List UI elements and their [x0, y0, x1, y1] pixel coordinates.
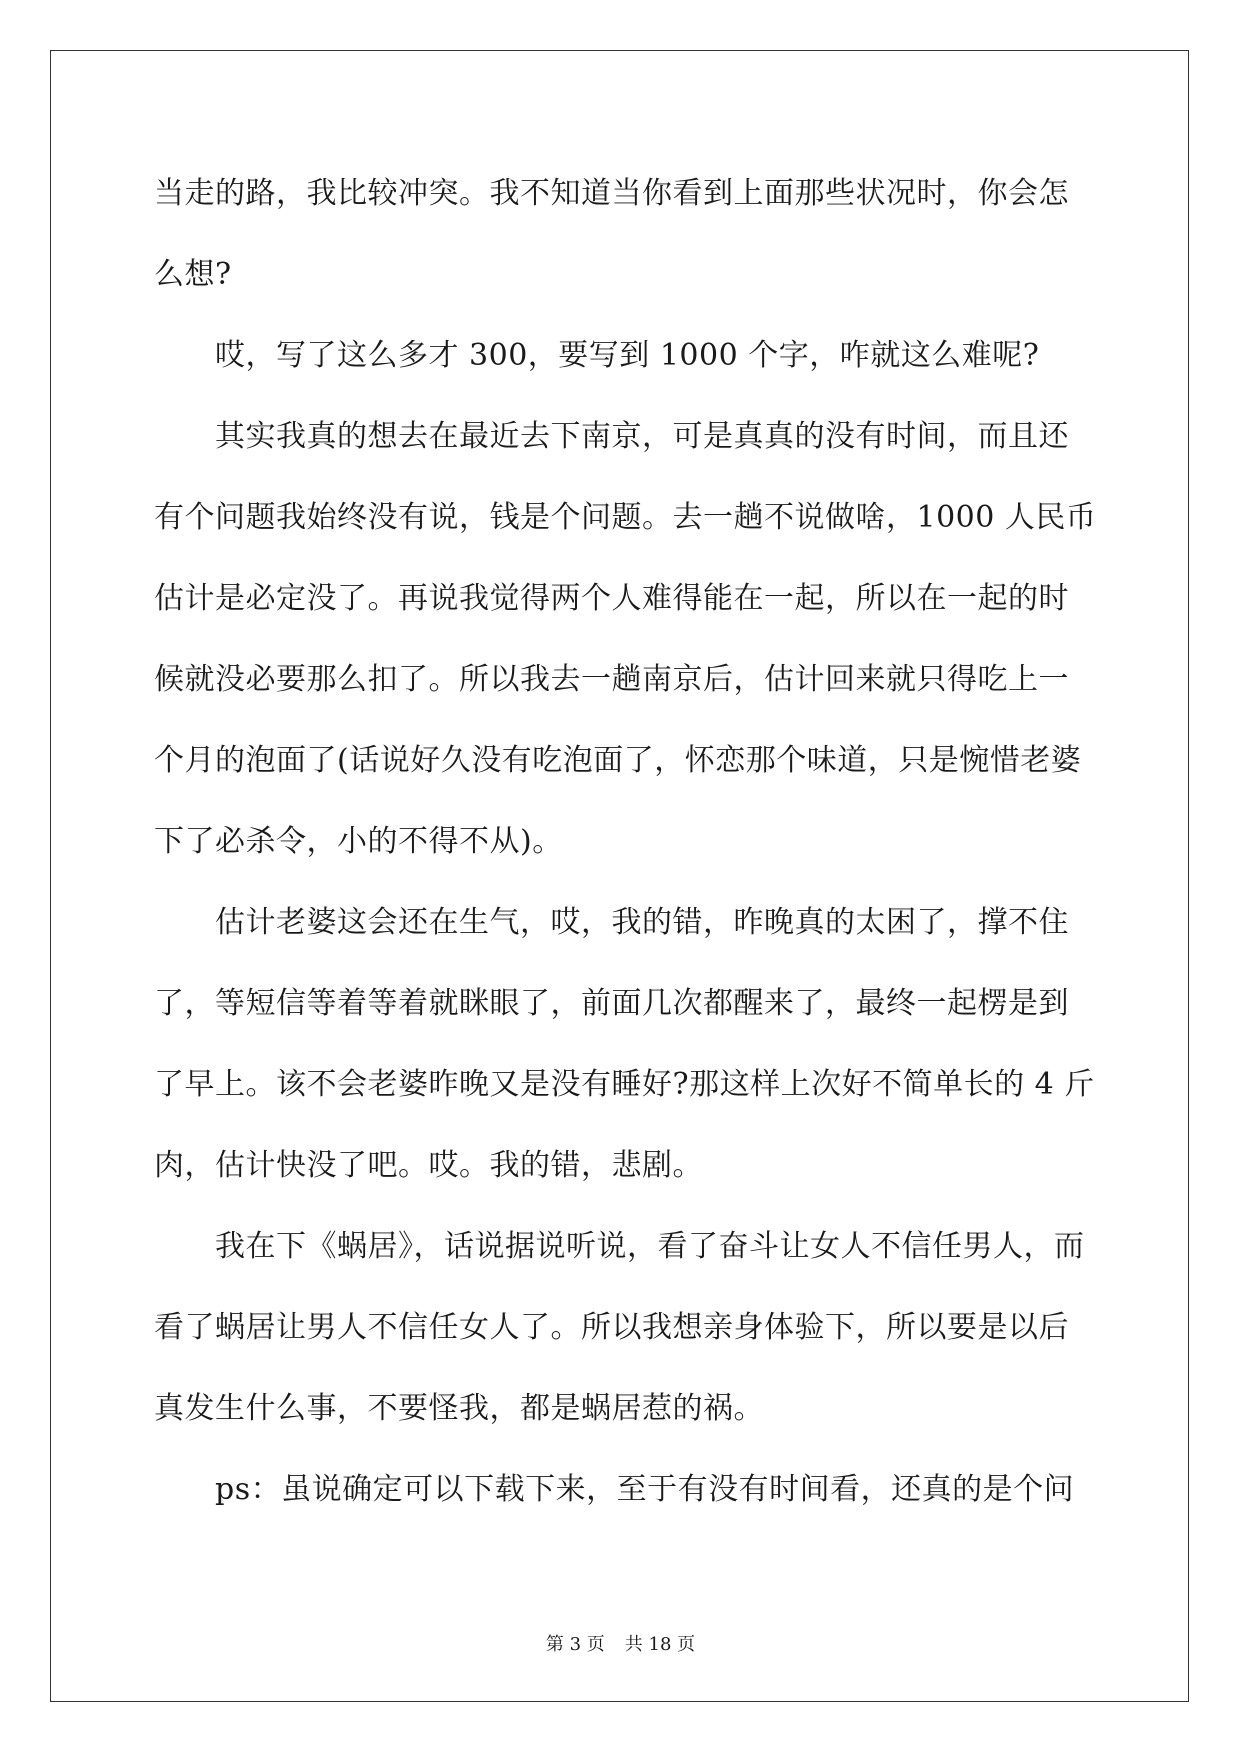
text-line-1: 当走的路，我比较冲突。我不知道当你看到上面那些状况时，你会怎: [154, 176, 1069, 211]
document-body: [154, 164, 1097, 1541]
text-line-9: 下了必杀令，小的不得不从)。: [154, 824, 563, 859]
text-line-5: 有个问题我始终没有说，钱是个问题。去一趟不说做啥，1000 人民币: [154, 500, 1097, 535]
text-line-6: 估计是必定没了。再说我觉得两个人难得能在一起，所以在一起的时: [154, 581, 1069, 616]
text-line-7: 候就没必要那么扣了。所以我去一趟南京后，估计回来就只得吃上一: [154, 662, 1069, 697]
page-total: 共 18 页: [624, 1634, 696, 1655]
paragraph-start-line-17: ps：虽说确定可以下载下来，至于有没有时间看，还真的是个问: [215, 1472, 1075, 1507]
page-number: 第 3 页: [545, 1634, 605, 1655]
page-footer: [0, 1630, 1241, 1656]
text-line-16: 真发生什么事，不要怪我，都是蜗居惹的祸。: [154, 1391, 764, 1426]
paragraph-start-line-3: 哎，写了这么多才 300，要写到 1000 个字，咋就这么难呢?: [215, 338, 1040, 373]
paragraph-start-line-14: 我在下《蜗居》，话说据说听说，看了奋斗让女人不信任男人，而: [215, 1229, 1085, 1264]
text-line-11: 了，等短信等着等着就眯眼了，前面几次都醒来了，最终一起楞是到: [154, 986, 1069, 1021]
text-line-12: 了早上。该不会老婆昨晚又是没有睡好?那这样上次好不简单长的 4 斤: [154, 1067, 1095, 1102]
text-line-13: 肉，估计快没了吧。哎。我的错，悲剧。: [154, 1148, 703, 1183]
text-line-2: 么想?: [154, 257, 232, 292]
text-line-15: 看了蜗居让男人不信任女人了。所以我想亲身体验下，所以要是以后: [154, 1310, 1069, 1345]
paragraph-start-line-10: 估计老婆这会还在生气，哎，我的错，昨晚真的太困了，撑不住: [215, 905, 1069, 940]
paragraph-start-line-4: 其实我真的想去在最近去下南京，可是真真的没有时间，而且还: [215, 419, 1069, 454]
text-line-8: 个月的泡面了(话说好久没有吃泡面了，怀恋那个味道，只是惋惜老婆: [154, 743, 1082, 778]
